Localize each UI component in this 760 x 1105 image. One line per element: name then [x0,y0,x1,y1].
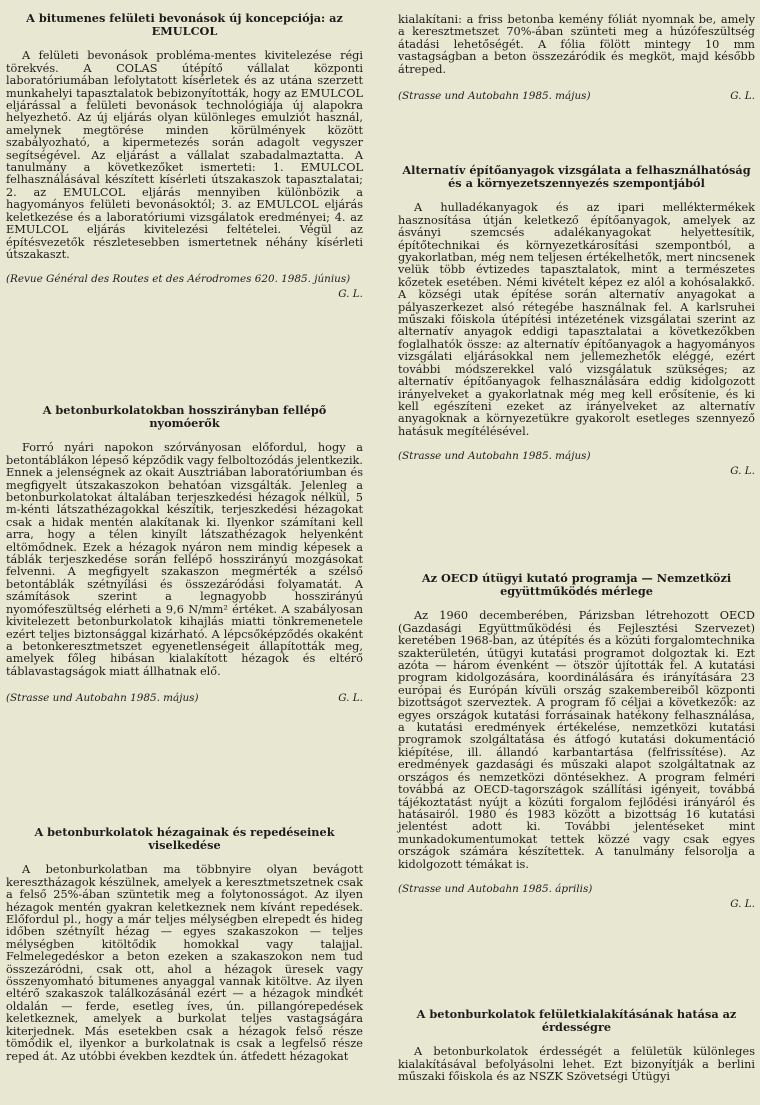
article-signature: G. L. [730,465,755,478]
article-continuation [398,14,755,102]
article-citation: (Revue Général des Routes et des Aérodromes 620. 1985. június) [6,273,351,286]
article-hezagok [6,826,363,1063]
article-signature: G. L. [338,692,363,705]
article-citation: (Strasse und Autobahn 1985. május) [398,450,591,463]
article-citation: (Strasse und Autobahn 1985. április) [398,882,593,895]
article-title: Alternatív építőanyagok vizsgálata a felhasználhatóság és a környezetszennyezés szempontjából [402,163,751,191]
article-body: kialakítani: a friss betonba kemény fóliát nyomnak be, amely a keresztmetszet 70%-ában szünteti meg a húzófeszültség átadási lehetőségét. A fólia fölött mintegy 10 mm vastagságban a beton összezáródik és megköt, majd később átreped. [398,13,755,76]
article-citation: (Strasse und Autobahn 1985. május) [398,90,591,103]
article-body: A betonburkolatok érdességét a felületük különleges kialakításával befolyásolni lehet. Ezt bizonyítják a berlini műszaki főiskola és az NSZK Szövetségi Útügyi [398,1045,755,1084]
article-body: A felületi bevonások probléma-mentes kivitelezése régi törekvés. A COLAS útépítő vállalat központi laboratóriumában lefolytatott kísérletek és az utána szerzett munkahelyi tapasztalatok bebizonyították, hogy az EMULCOL eljárással a felületi bevonások technológiája új alapokra helyezhető. Az új eljárás olyan különleges emulziót használ, amelynek megtörése minden körülmények között szabályozható, a kipermetezés során adagolt vegyszer segítségével. Az eljárást a vállalat szabadalmaztatta. A tanulmány a következőket ismerteti: 1. EMULCOL felhasználásával készített kísérleti útszakaszok tapasztalatai; 2. az EMULCOL eljárás mennyiben különbözik a hagyományos felületi bevonásoktól; 3. az EMULCOL eljárás keletkezése és a laboratóriumi vizsgálatok eredményei; 4. az EMULCOL eljárás kivitelezési feltételei. Végül az építésvezetők részletesebben ismertetnek néhány kísérleti útszakaszt. [6,49,363,261]
article-signature: G. L. [338,288,363,301]
article-title: A bitumenes felületi bevonások új koncepciója: az EMULCOL [26,11,343,39]
article-signature: G. L. [730,90,755,103]
article-title: A betonburkolatok felületkialakításának hatása az érdességre [416,1007,737,1035]
article-signature: G. L. [730,897,755,910]
article-citation: (Strasse und Autobahn 1985. május) [6,692,199,705]
article-title: A betonburkolatokban hosszirányban fellépő nyomóerők [42,403,327,431]
article-body: A hulladékanyagok és az ipari melléktermékek hasznosítása útján keletkező építőanyagok, amelyek az ásványi szemcsés adalékanyagokat helyettesítik, építőtechnikai és környezetkárosítási szempontból, a gyakorlatban, még nem teljesen értékelhetők, mert nincsenek velük több évtizedes tapasztalatok, mint a természetes kőzetek esetében. Némi kivételt képez ez alól a kohósalakkő. A községi utak építése során alternatív anyagokat a pályaszerkezet alsó rétegébe használnak fel. A karlsruhei műszaki főiskola útépítési intézetének vizsgálatai szerint az alternatív anyagok eddigi tapasztalatai a következőkben foglalhatók össze: az alternatív építőanyagok a hagyományos vizsgálati eljárásokkal nem jellemezhetők eléggé, ezért további módszerekkel való vizsgálatuk szükséges; az alternatív építőanyagok felhasználására eddig kidolgozott irányelveket a gyakorlatnak még meg kell erősítenie, és ki kell egészíteni ezeket az irányelveket az alternatív anyagoknak a környezetükre gyakorolt esetleges szennyező hatásuk megítélésével. [398,201,755,438]
article-title: A betonburkolatok hézagainak és repedéseinek viselkedése [34,825,335,853]
article-title: Az OECD útügyi kutató programja — Nemzetközi együttműködés mérlege [421,571,732,599]
article-body: A betonburkolatban ma többnyire olyan bevágott keresztházagok készülnek, amelyek a keresztmetszetnek csak a felső 25%-ában szüntetik meg a folytonosságot. Az ilyen hézagok mentén gyakran keletkeznek nem kívánt repedések. Előfordul pl., hogy a már teljes mélységben elrepedt és hideg időben szétnyílt hézag — egyes szakaszokon — teljes mélységben kitöltődik homokkal vagy talajjal. Felmelegedéskor a beton ezeken a szakaszokon nem tud összezáródni, csak ott, ahol a hézagok üresek vagy összenyomható bitumenes anyaggal vannak kitöltve. Az ilyen eltérő szakaszok találkozásánál ezért — a hézagok mindkét oldalán — ferde, esetleg íves, ún. pillangórepedések keletkeznek, amelyek a burkolat teljes vastagságára kiterjednek. Más esetekben csak a hézagok felső része tömődik el, ilyenkor a burkolatnak is csak a legfelső része reped át. Az utóbbi években kezdtek ún. átfedett hézagokat [6,863,363,1063]
citation-row [398,90,755,102]
article-erdesseg [398,1008,755,1084]
article-oecd [398,572,755,910]
article-emulcol [6,12,363,300]
article-body: Forró nyári napokon szórványosan előfordul, hogy a betontáblákon lépeső képződik vagy felboltozódás jelentkezik. Ennek a jelenségnek az okait Ausztriában laboratóriumban és megfigyelt útszakaszokon behatóan vizsgálták. Jelenleg a betonburkolatokat általában terjeszkedési hézagok nélkül, 5 m-kénti látszathézagokkal készítik, terjeszkedési hézagokat csak a hidak mentén alakítanak ki. Ilyenkor számítani kell arra, hogy a télen kinyílt látszathézagok helyenként eltömődnek. Ezek a hézagok nyáron nem mindig képesek a táblák terjeszkedése során fellépő hosszirányú mozgásokat felvenni. A megfigyelt szakaszon megmérték a szélső betontáblák szétnyílási és összezáródási folyamatát. A számítások szerint a legnagyobb hosszirányú nyomófeszültség elérheti a 9,6 N/mm² értéket. A szabályosan kivitelezett betonburkolatok kihajlás miatti tönkremenetele ezért teljes biztonsággal kizárható. A lépcsőképződés okaként a betonkeresztmetszet egyenetlenségeit állapították meg, amelyek főleg hibásan kialakított hézagok és eltérő táblavastagságok miatt állhatnak elő. [6,441,363,678]
citation-row [6,692,363,704]
article-nyomoerok [6,404,363,704]
article-body: Az 1960 decemberében, Párizsban létrehozott OECD (Gazdasági Együttműködési és Fejlesztési Szervezet) keretében 1968-ban, az útépítés és a közúti forgalomtechnika szakterületén, útügyi kutatási programot dolgoztak ki. Ezt azóta — három évenként — ötször újították fel. A kutatási program kidolgozására, koordinálására és irányítására 23 európai és Európán kívüli ország szakembereiből központi bizottságot szerveztek. A program fő céljai a következők: az egyes országok kutatási forrásainak hatékony felhasználása, a kutatási eredmények értékelése, nemzetközi kutatási programok szolgáltatása és átfogó kutatási dokumentáció kiépítése, ill. állandó karbantartása (felfrissítése). Az eredmények gazdasági és műszaki alapot szolgáltatnak az országos és nemzetközi döntésekhez. A program felméri továbbá az OECD-tagországok szállítási igényeit, továbbá tájékoztatást nyújt a közúti forgalom fejlődési irányáról és hatásairól. 1980 és 1983 között a bizottság 16 kutatási jelentést adott ki. További jelentéseket mint munkadokumentumokat tettek közzé vagy csak egyes országok számára készítettek. A tanulmány felsorolja a kidolgozott témákat is. [398,609,755,871]
article-alternativ [398,164,755,477]
